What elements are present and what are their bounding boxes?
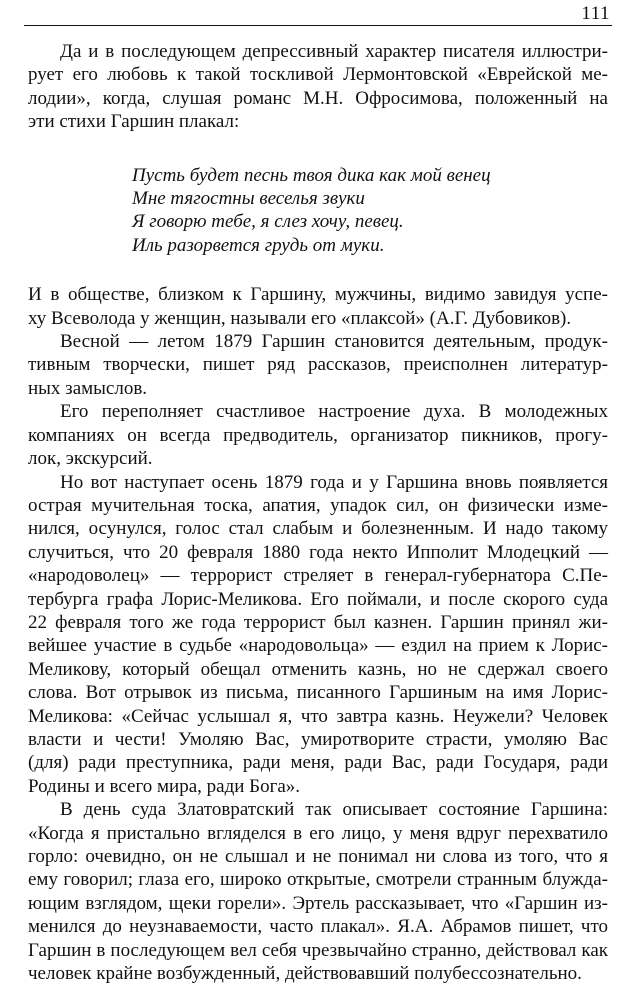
text-line: слова. Вот отрывок из письма, писанного Гаршиным на имя Лорис- [28, 682, 608, 704]
paragraph-3 [28, 330, 608, 400]
text-line: (для) ради преступника, ради меня, ради Вас, ради Государя, ради [28, 752, 608, 774]
text-line: менился до неузнаваемости, часто плакал». Я.А. Абрамов пишет, что [28, 916, 608, 938]
text-line: ющим взглядом, щеки горели». Эртель рассказывает, что «Гаршин из- [28, 892, 608, 914]
text-line: Его переполняет счастливое настроение духа. В молодежных [60, 401, 608, 423]
text-line: Меликову, который обещал отменить казнь, но не сдержал своего [28, 658, 608, 680]
paragraph-1 [28, 40, 608, 134]
text-line: лок, экскурсий. [28, 448, 153, 470]
paragraph-5 [28, 471, 608, 799]
text-line: человек крайне возбужденный, действовавший полубессознательно. [28, 963, 582, 985]
paragraph-4 [28, 400, 608, 470]
text-line: Родины и всего мира, ради Бога». [28, 775, 301, 797]
text-line: В день суда Златовратский так описывает состояние Гаршина: [60, 799, 608, 821]
poem-verse: Пусть будет песнь твоя дика как мой венец [132, 164, 491, 186]
poem-quote [28, 164, 608, 258]
text-line: «Когда я пристально вгляделся в его лицо, у меня вдруг перехватило [28, 822, 608, 844]
header-rule [24, 25, 612, 26]
text-line: эти стихи Гаршин плакал: [28, 111, 240, 133]
poem-verse: Я говорю тебе, я слез хочу, певец. [132, 211, 404, 233]
poem-verse: Мне тягостны веселья звуки [132, 188, 365, 210]
text-line: нился, осунулся, голос стал слабым и болезненным. И надо такому [28, 518, 608, 540]
text-line: Весной — летом 1879 Гаршин становится деятельным, продук- [60, 331, 608, 353]
text-line: тербурга графа Лорис-Меликова. Его поймали, и после скорого суда [28, 588, 608, 610]
text-line: горло: очевидно, он не слышал и не понимал ни слова из того, что я [28, 846, 608, 867]
page-text [28, 40, 608, 985]
text-line: «народоволец» — террорист стреляет в генерал-губернатора С.Пе- [28, 565, 608, 587]
text-line: тивным творчески, пишет ряд рассказов, преисполнен литератур- [28, 354, 608, 376]
text-line: случиться, что 20 февраля 1880 года некто Ипполит Млодецкий — [28, 541, 608, 563]
text-line: Гаршин в последующем вел себя чрезвычайно странно, действовал как [28, 939, 608, 961]
text-line: 22 февраля того же года террорист был казнен. Гаршин принял жи- [28, 611, 608, 633]
text-line: компаниях он всегда предводитель, организатор пикников, прогу- [28, 424, 608, 446]
text-line: вейшее участие в судьбе «народовольца» — ездил на прием к Лорис- [28, 635, 608, 657]
text-line: Но вот наступает осень 1879 года и у Гаршина вновь появляется [60, 471, 608, 493]
text-line: И в обществе, близком к Гаршину, мужчины, видимо завидуя успе- [28, 284, 608, 306]
paragraph-6 [28, 798, 608, 985]
text-line: власти и чести! Умоляю Вас, умиротворите страсти, умоляю Вас [28, 728, 608, 750]
text-line: Меликова: «Сейчас услышал я, что завтра казнь. Неужели? Человек [28, 705, 608, 727]
text-line: острая мучительная тоска, апатия, упадок сил, он физически изме- [28, 494, 608, 516]
text-line: ных замыслов. [28, 377, 148, 399]
text-line: рует его любовь к такой тоскливой Лермонтовской «Еврейской ме- [28, 64, 608, 86]
text-line: ему говорил; глаза его, широко открытые, смотрели странным блужда- [28, 869, 608, 891]
text-line: Да и в последующем депрессивный характер писателя иллюстри- [60, 41, 608, 62]
poem-verse: Иль разорвется грудь от муки. [132, 234, 385, 256]
text-line: лодии», когда, слушая романс М.Н. Офросимова, положенный на [28, 87, 608, 109]
page-number: 111 [581, 3, 610, 24]
text-line: ху Всеволода у женщин, называли его «плаксой» (А.Г. Дубовиков). [28, 307, 572, 329]
paragraph-2 [28, 283, 608, 330]
